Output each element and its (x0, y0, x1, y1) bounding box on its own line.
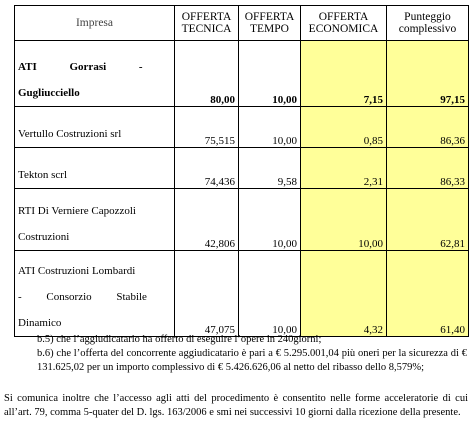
offerta-tempo-value: 10,00 (239, 251, 301, 337)
offerta-economica-value: 7,15 (301, 41, 387, 107)
header-impresa: Impresa (15, 6, 175, 41)
table-row (15, 41, 469, 107)
punteggio-value: 61,40 (387, 251, 469, 337)
table-row (15, 107, 469, 148)
company-name-line: Dinamico (18, 317, 62, 329)
scores-table (14, 5, 469, 337)
offerta-economica-value: 2,31 (301, 148, 387, 189)
header-offerta-tecnica (175, 6, 239, 41)
table-row (15, 148, 469, 189)
offerta-tecnica-value: 75,515 (175, 107, 239, 148)
company-name-line: ATI Costruzioni Lombardi (18, 265, 136, 277)
company-name-line: Gugliucciello (18, 87, 80, 99)
offerta-tecnica-value: 47,075 (175, 251, 239, 337)
company-name-line: RTI Di Verniere Capozzoli (18, 205, 136, 217)
table-header-row (15, 6, 469, 41)
header-tecnica-line-2: TECNICA (181, 23, 232, 35)
header-economica-line-1: OFFERTA (318, 11, 369, 23)
company-name-line: Tekton scrl (18, 169, 68, 181)
punteggio-value: 62,81 (387, 189, 469, 251)
offerta-economica-value: 4,32 (301, 251, 387, 337)
header-offerta-economica (301, 6, 387, 41)
header-punteggio-line-2: complessivo (398, 23, 457, 35)
offerta-tempo-value: 10,00 (239, 107, 301, 148)
company-name-line: ATI Gorrasi - (18, 61, 143, 73)
header-economica-line-2: ECONOMICA (308, 23, 379, 35)
company-name-line: - Consorzio Stabile (18, 291, 147, 303)
punteggio-value: 86,33 (387, 148, 469, 189)
header-punteggio-line-1: Punteggio (404, 11, 451, 23)
note-b5: b.5) che l’aggiudicatario ha offerto di eseguire l’opere in 240giorni; (37, 334, 322, 345)
company-name-line: Vertullo Costruzioni srl (18, 128, 122, 140)
table-row (15, 189, 469, 251)
company-cell (15, 251, 175, 337)
note-b6: b.6) che l’offerta del concorrente aggiudicatario è pari a € 5.295.001,04 più oneri per la sicurezza di € 131.625,02 per un importo complessivo di € 5.426.626,06 al netto del ribasso dello 8,579%; (37, 348, 467, 373)
header-tempo-line-2: TEMPO (250, 23, 289, 35)
offerta-tempo-value: 10,00 (239, 41, 301, 107)
punteggio-value: 97,15 (387, 41, 469, 107)
header-punteggio (387, 6, 469, 41)
punteggio-value: 86,36 (387, 107, 469, 148)
table-row (15, 251, 469, 337)
header-offerta-tempo (239, 6, 301, 41)
award-notes (37, 333, 467, 375)
offerta-economica-value: 10,00 (301, 189, 387, 251)
offerta-tecnica-value: 74,436 (175, 148, 239, 189)
access-notice-text: Si comunica inoltre che l’accesso agli atti del procedimento è consentito nelle forme acceleratorie di cui all’art. 79, comma 5-quater del D. lgs. 163/2006 e smi nei successivi 10 giorni dalla ricezione della presente. (4, 393, 468, 418)
company-cell (15, 148, 175, 189)
company-cell (15, 41, 175, 107)
access-notice (4, 392, 468, 420)
offerta-tempo-value: 9,58 (239, 148, 301, 189)
offerta-economica-value: 0,85 (301, 107, 387, 148)
offerta-tecnica-value: 42,806 (175, 189, 239, 251)
header-tecnica-line-1: OFFERTA (181, 11, 232, 23)
offerta-tecnica-value: 80,00 (175, 41, 239, 107)
header-tempo-line-1: OFFERTA (244, 11, 295, 23)
company-cell (15, 189, 175, 251)
company-name-line: Costruzioni (18, 231, 70, 243)
offerta-tempo-value: 10,00 (239, 189, 301, 251)
company-cell (15, 107, 175, 148)
